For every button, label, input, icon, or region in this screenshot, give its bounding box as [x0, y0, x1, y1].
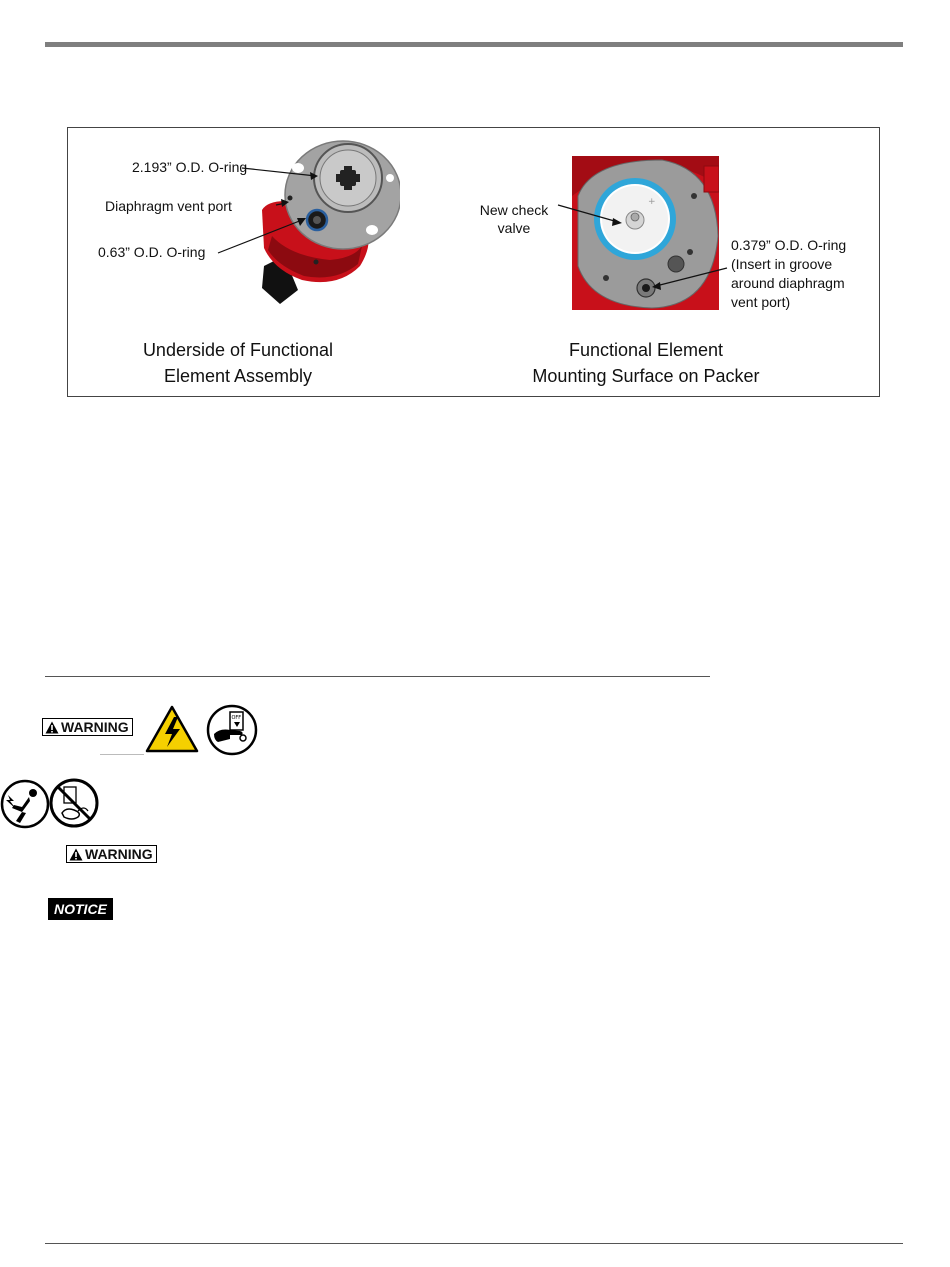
callout-0379-oring-line-2: (Insert in groove [731, 256, 833, 272]
callout-diaphragm-vent-port: Diaphragm vent port [105, 198, 232, 214]
right-caption [516, 337, 776, 389]
callout-0379-oring-line-3: around diaphragm [731, 275, 845, 291]
callout-063-oring: 0.63” O.D. O-ring [98, 244, 206, 260]
alert-triangle-icon [45, 721, 59, 734]
callout-new-check-valve-line-2: valve [497, 220, 531, 236]
svg-text:+: + [648, 197, 656, 207]
shock-person-icon [0, 779, 50, 829]
footer-rule [45, 1243, 903, 1244]
callout-0379-oring-line-4: vent port) [731, 294, 791, 310]
no-hose-icon [48, 777, 100, 829]
notice-badge: NOTICE [48, 898, 113, 920]
section-rule [45, 676, 710, 677]
electrical-hazard-icon [145, 705, 199, 753]
right-caption-line-2: Mounting Surface on Packer [532, 366, 760, 386]
alert-triangle-icon [69, 848, 83, 861]
badge-underline [100, 754, 144, 755]
lockout-switch-icon [206, 704, 258, 756]
left-caption-line-1: Underside of Functional [142, 340, 334, 360]
warning-badge-2 [66, 845, 157, 863]
callout-0379-oring-line-1: 0.379” O.D. O-ring [731, 237, 847, 253]
right-caption-line-1: Functional Element [568, 340, 724, 360]
warning-badge [42, 718, 133, 736]
left-caption-line-2: Element Assembly [163, 366, 313, 386]
warning-label: WARNING [61, 719, 129, 735]
warning-label-2: WARNING [85, 846, 153, 862]
right-leader-lines [0, 0, 950, 420]
callout-new-check-valve-line-1: New check [479, 202, 549, 218]
svg-text:OFF: OFF [231, 715, 242, 721]
callout-2193-oring: 2.193” O.D. O-ring [132, 159, 248, 175]
